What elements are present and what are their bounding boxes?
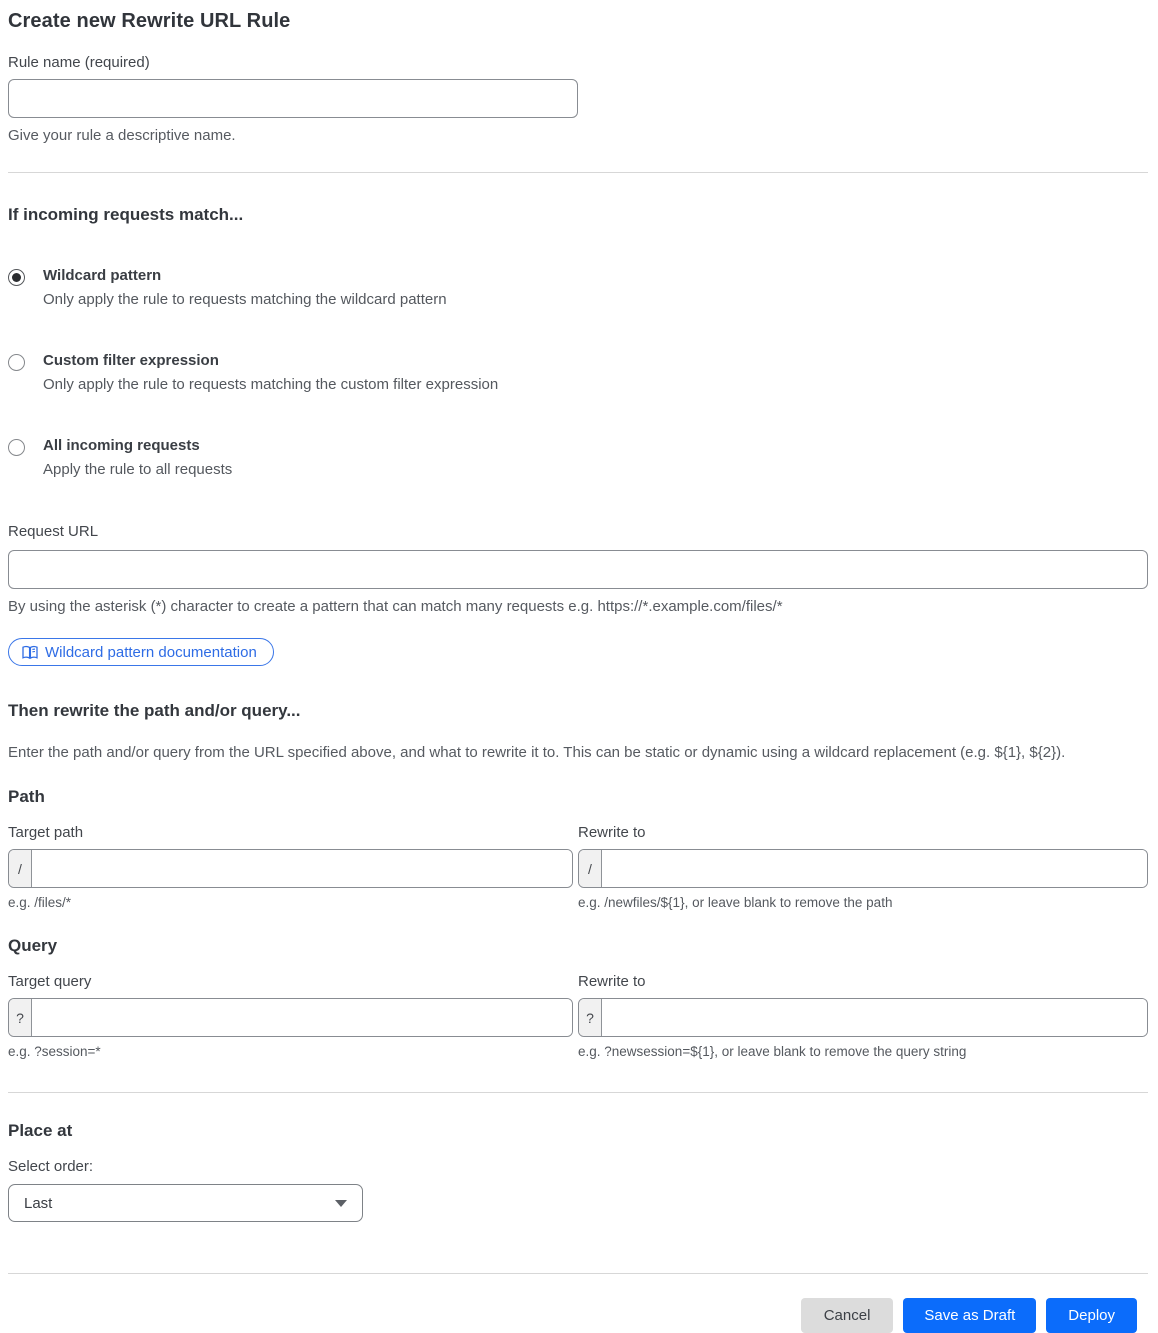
request-url-label: Request URL: [8, 523, 1148, 540]
request-url-helper: By using the asterisk (*) character to create a pattern that can match many requests e.g. https://*.example.com/files/*: [8, 598, 1148, 615]
footer-actions: [8, 1274, 1148, 1333]
radio-texts: [43, 352, 498, 393]
select-order-label: Select order:: [8, 1158, 1148, 1175]
radio-description: Apply the rule to all requests: [43, 461, 232, 478]
radio-description: Only apply the rule to requests matching the custom filter expression: [43, 376, 498, 393]
radio-option-custom-filter-expression[interactable]: [8, 352, 1148, 393]
target-path-helper: e.g. /files/*: [8, 895, 573, 910]
radio-texts: [43, 437, 232, 478]
wildcard-docs-button-label: Wildcard pattern documentation: [45, 644, 257, 661]
question-mark-prefix: ?: [579, 999, 602, 1036]
target-query-label: Target query: [8, 973, 573, 990]
slash-prefix: /: [579, 850, 602, 887]
rewrite-section-description: Enter the path and/or query from the URL specified above, and what to rewrite it to. This can be static or dynamic using a wildcard replacement (e.g. ${1}, ${2}).: [8, 744, 1148, 761]
wildcard-docs-button[interactable]: [8, 638, 274, 666]
query-columns: [8, 973, 1148, 1059]
target-path-input-group: [8, 849, 573, 888]
target-query-input-group: [8, 998, 573, 1037]
target-path-column: [8, 824, 573, 910]
place-at-heading: Place at: [8, 1121, 1148, 1141]
target-query-input[interactable]: [32, 999, 572, 1036]
radio-description: Only apply the rule to requests matching the wildcard pattern: [43, 291, 447, 308]
radio-option-all-incoming-requests[interactable]: [8, 437, 1148, 478]
target-path-label: Target path: [8, 824, 573, 841]
chevron-down-icon: [335, 1200, 347, 1207]
question-mark-prefix: ?: [9, 999, 32, 1036]
match-section-heading: If incoming requests match...: [8, 205, 1148, 225]
radio-label[interactable]: Wildcard pattern: [43, 267, 447, 284]
rewrite-path-input-group: [578, 849, 1148, 888]
radio-option-wildcard-pattern[interactable]: [8, 267, 1148, 308]
radio-unselected-icon[interactable]: [8, 439, 25, 456]
page-title: Create new Rewrite URL Rule: [8, 10, 1148, 33]
rewrite-path-helper: e.g. /newfiles/${1}, or leave blank to remove the path: [578, 895, 1148, 910]
path-subheading: Path: [8, 787, 1148, 807]
order-select-value: Last: [24, 1195, 52, 1212]
path-columns: [8, 824, 1148, 910]
rewrite-path-column: [578, 824, 1148, 910]
rewrite-query-label: Rewrite to: [578, 973, 1148, 990]
radio-texts: [43, 267, 447, 308]
request-url-input[interactable]: [8, 550, 1148, 589]
save-as-draft-button[interactable]: Save as Draft: [903, 1298, 1036, 1333]
rewrite-section-heading: Then rewrite the path and/or query...: [8, 701, 1148, 721]
slash-prefix: /: [9, 850, 32, 887]
radio-selected-icon[interactable]: [8, 269, 25, 286]
target-path-input[interactable]: [32, 850, 572, 887]
target-query-helper: e.g. ?session=*: [8, 1044, 573, 1059]
rule-name-input[interactable]: [8, 79, 578, 118]
deploy-button[interactable]: Deploy: [1046, 1298, 1137, 1333]
radio-unselected-icon[interactable]: [8, 354, 25, 371]
radio-label[interactable]: Custom filter expression: [43, 352, 498, 369]
order-select[interactable]: [8, 1184, 363, 1222]
rewrite-query-helper: e.g. ?newsession=${1}, or leave blank to remove the query string: [578, 1044, 1148, 1059]
rule-name-helper: Give your rule a descriptive name.: [8, 127, 1148, 144]
target-query-column: [8, 973, 573, 1059]
rewrite-query-column: [578, 973, 1148, 1059]
rule-name-label: Rule name (required): [8, 54, 1148, 71]
cancel-button[interactable]: Cancel: [801, 1298, 894, 1333]
section-divider: [8, 172, 1148, 173]
radio-label[interactable]: All incoming requests: [43, 437, 232, 454]
rewrite-query-input-group: [578, 998, 1148, 1037]
rewrite-path-input[interactable]: [602, 850, 1147, 887]
query-subheading: Query: [8, 936, 1148, 956]
rewrite-path-label: Rewrite to: [578, 824, 1148, 841]
section-divider: [8, 1092, 1148, 1093]
book-icon: [22, 645, 38, 660]
rewrite-query-input[interactable]: [602, 999, 1147, 1036]
